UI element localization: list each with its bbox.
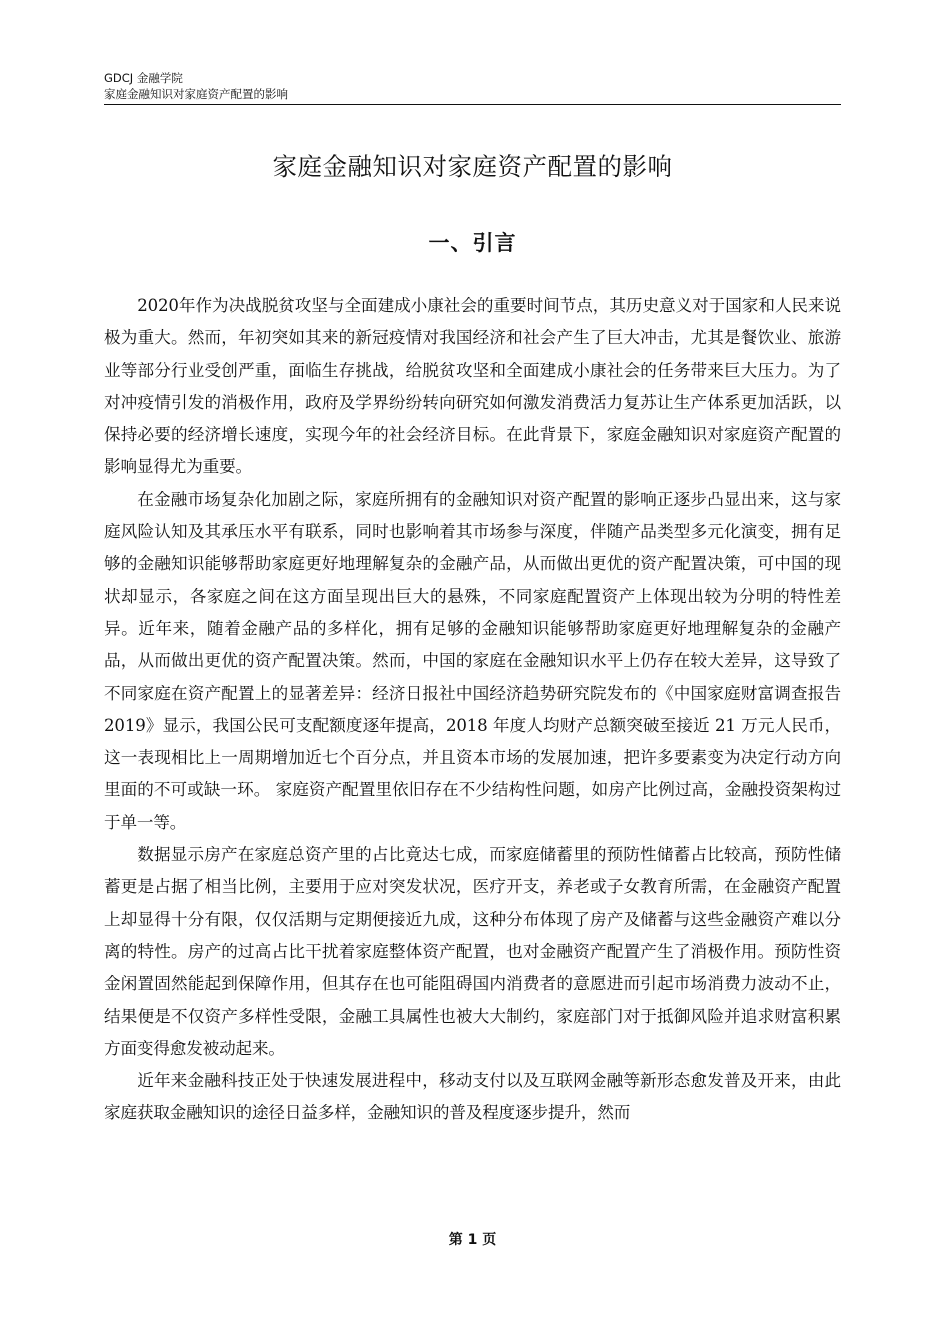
header-doc-title: 家庭金融知识对家庭资产配置的影响 — [104, 87, 288, 101]
section-heading: 一、引言 — [428, 231, 517, 255]
header-divider — [104, 104, 841, 105]
paragraph-2: 在金融市场复杂化加剧之际，家庭所拥有的金融知识对资产配置的影响正逐步凸显出来，这与家庭风险认知及其承压水平有联系，同时也影响着其市场参与深度，伴随产品类型多元化演变，拥有足够的金融知识能够帮助家庭更好地理解复杂的金融产品，从而做出更优的资产配置决策，可中国的现状却显示，各家庭之间在这方面呈现出巨大的悬殊，不同家庭配置资产上体现出较为分明的特性差异。近年来，随着金融产品的多样化，拥有足够的金融知识能够帮助家庭更好地理解复杂的金融产品，从而做出更优的资产配置决策。然而，中国的家庭在金融知识水平上仍存在较大差异，这导致了不同家庭在资产配置上的显著差异：经济日报社中国经济趋势研究院发布的《中国家庭财富调查报告 2019》显示，我国公民可支配额度逐年提高，2018 年度人均财产总额突破至接近 21 万元人民币，这一表现相比上一周期增加近七个百分点，并且资本市场的发展加速，把许多要素变为决定行动方向里面的不可或缺一环。 家庭资产配置里依旧存在不少结构性问题，如房产比例过高，金融投资架构过于单一等。 — [104, 489, 841, 832]
page-number: 第 1 页 — [448, 1232, 497, 1248]
header-institution: GDCJ 金融学院 — [104, 71, 183, 85]
paragraph-4: 近年来金融科技正处于快速发展进程中，移动支付以及互联网金融等新形态愈发普及开来，由此家庭获取金融知识的途径日益多样，金融知识的普及程度逐步提升，然而 — [104, 1071, 841, 1123]
page-title: 家庭金融知识对家庭资产配置的影响 — [272, 152, 673, 181]
running-header — [104, 70, 841, 102]
body-text — [104, 290, 841, 1130]
paragraph-3: 数据显示房产在家庭总资产里的占比竟达七成，而家庭储蓄里的预防性储蓄占比较高，预防性储蓄更是占据了相当比例，主要用于应对突发状况，医疗开支，养老或子女教育所需，在金融资产配置上却显得十分有限，仅仅活期与定期便接近九成，这种分布体现了房产及储蓄与这些金融资产难以分离的特性。房产的过高占比干扰着家庭整体资产配置，也对金融资产配置产生了消极作用。预防性资金闲置固然能起到保障作用，但其存在也可能阻碍国内消费者的意愿进而引起市场消费力波动不止，结果便是不仅资产多样性受限，金融工具属性也被大大制约，家庭部门对于抵御风险并追求财富积累方面变得愈发被动起来。 — [104, 845, 841, 1058]
paragraph-1: 2020年作为决战脱贫攻坚与全面建成小康社会的重要时间节点，其历史意义对于国家和人民来说极为重大。然而，年初突如其来的新冠疫情对我国经济和社会产生了巨大冲击，尤其是餐饮业、旅游业等部分行业受创严重，面临生存挑战，给脱贫攻坚和全面建成小康社会的任务带来巨大压力。为了对冲疫情引发的消极作用，政府及学界纷纷转向研究如何激发消费活力复苏让生产体系更加活跃，以保持必要的经济增长速度，实现今年的社会经济目标。在此背景下，家庭金融知识对家庭资产配置的影响显得尤为重要。 — [104, 296, 841, 477]
